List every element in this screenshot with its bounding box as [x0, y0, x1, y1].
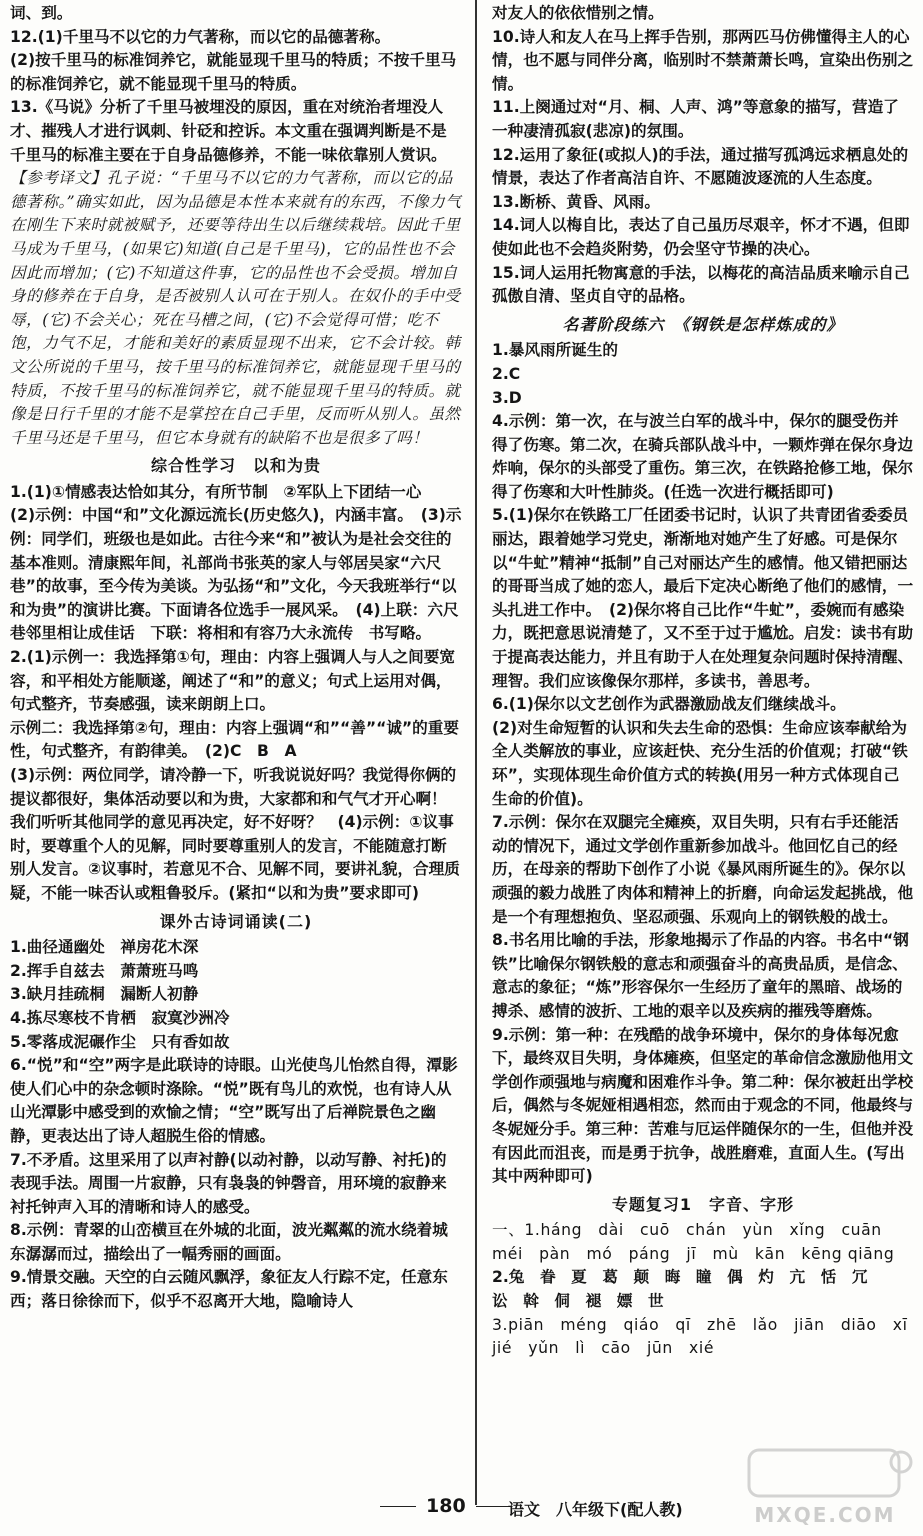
answer-paragraph: 讼 斡 侗 褪 嫖 世	[492, 1292, 664, 1311]
answer-paragraph: 13.《马说》分析了千里马被埋没的原因，重在对统治者埋没人才、摧残人才进行讽刺、针砭和控诉。本文重在强调判断是不是千里马的标准主要在于自身品德修养，不能一味依靠别人赏识。	[10, 98, 447, 164]
answer-paragraph: 6.(1)保尔以文艺创作为武器激励战友们继续战斗。	[492, 695, 846, 714]
answer-paragraph: 8.书名用比喻的手法，形象地揭示了作品的内容。书名中“钢铁”比喻保尔钢铁般的意志和顽强奋斗的高贵品质，是信念、意志的象征；“炼”形容保尔一生经历了童年的黑暗、战场的搏杀、感情的波折、工地的艰辛以及疾病的摧残等磨炼。	[492, 931, 909, 1020]
answer-paragraph: 9.情景交融。天空的白云随风飘浮，象征友人行踪不定，任意东西；落日徐徐而下，似乎不忍离开大地，隐喻诗人	[10, 1268, 448, 1311]
translation-paragraph: 【参考译文】孔子说：“千里马不以它的力气著称，而以它的品德著称。”确实如此，因为品德是本性本来就有的东西，不像力气在刚生下来时就被赋予，还要等待出生以后继续栽培。因此千里马成为千里马，(如果它)知道(自己是千里马)，它的品性也不会因此而增加；(它)不知道这件事，它的品性也不会受损。增加自身的修养在于自身，是否被别人认可在于别人。在奴仆的手中受辱，(它)不会关心；死在马槽之间，(它)不会觉得可惜；吃不饱，力气不足，才能和美好的素质显现不出来，它不会计较。韩文公所说的千里马，按千里马的标准饲养它，就能显现千里马的特质，不按千里马的标准饲养它，就不能显现千里马的特质。就像是日行千里的才能不是掌控在自己手里，反而听从别人。虽然千里马还是千里马，但它本身就有的缺陷不也是很多了吗！	[10, 169, 462, 447]
answer-paragraph: (3)示例：两位同学，请冷静一下，听我说说好吗？我觉得你俩的提议都很好，集体活动要以和为贵，大家都和和气气才开心啊！我们听听其他同学的意见再决定，好不好呀？ (4)示例：①议事时，要尊重个人的见解，同时要尊重别人的发言，不能随意打断别人发言。②议事时，若意见不合、见解不同，要讲礼貌，合理质疑，不能一味否认或粗鲁驳斥。(紧扣“以和为贵”要求即可)	[10, 766, 460, 902]
pinyin-line: méi pàn mó páng jī mù kān kēng qiāng	[492, 1244, 895, 1263]
dash-right	[476, 1506, 512, 1508]
answer-paragraph: 词、到。	[10, 4, 73, 22]
page-number-value: 180	[426, 1495, 466, 1517]
answer-paragraph: 2.挥手自兹去 萧萧班马鸣	[10, 961, 199, 980]
answer-paragraph: 对友人的依依惜别之情。	[492, 4, 664, 22]
answer-paragraph: 15.词人运用托物寓意的手法，以梅花的高洁品质来喻示自己孤傲自清、坚贞自守的品格。	[492, 263, 910, 306]
watermark-logo	[745, 1442, 915, 1532]
section-heading: 课外古诗词诵读(二)	[159, 911, 313, 931]
answer-paragraph: 8.示例：青翠的山峦横亘在外城的北面，波光粼粼的流水绕着城东潺潺而过，描绘出了一幅秀丽的画面。	[10, 1221, 448, 1263]
answer-paragraph: 12.运用了象征(或拟人)的手法，通过描写孤鸿远求栖息处的情景，表达了作者高洁自许、不愿随波逐流的人生态度。	[492, 145, 909, 188]
pinyin-line: 一、1.háng dài cuō chán yùn xǐng cuān	[492, 1221, 882, 1240]
answer-paragraph: 3.D	[492, 388, 522, 407]
answer-paragraph: 11.上阕通过对“月、桐、人声、鸿”等意象的描写，营造了一种凄清孤寂(悲凉)的氛围。	[492, 98, 899, 140]
answer-paragraph: 7.示例：保尔在双腿完全瘫痪，双目失明，只有右手还能活动的情况下，通过文学创作重新参加战斗。他回忆自己的经历，在母亲的帮助下创作了小说《暴风雨所诞生的》。保尔以顽强的毅力战胜了肉体和精神上的折磨，向命运发起挑战，他是一个有理想抱负、坚忍顽强、乐观向上的钢铁般的战士。	[492, 813, 914, 926]
answer-paragraph: 示例二：我选择第②句，理由：内容上强调“和”“善”“诚”的重要性，句式整齐，有韵律美。 (2)C B A	[10, 718, 459, 761]
answer-paragraph: 14.词人以梅自比，表达了自己虽历尽艰辛，怀才不遇，但即使如此也不会趋炎附势，仍会坚守节操的决心。	[492, 216, 910, 258]
answer-paragraph: (2)按千里马的标准饲养它，就能显现千里马的特质；不按千里马的标准饲养它，就不能显现千里马的特质。	[10, 51, 457, 93]
answer-paragraph: 4.示例：第一次，在与波兰白军的战斗中，保尔的腿受伤并得了伤寒。第二次，在骑兵部队战斗中，一颗炸弹在保尔身边炸响，保尔的头部受了重伤。第三次，在铁路抢修工地，保尔得了伤寒和大叶性肺炎。(任选一次进行概括即可)	[492, 412, 914, 501]
answer-paragraph: (2)对生命短暂的认识和失去生命的恐惧：生命应该奉献给为全人类解放的事业，应该赶快、充分生活的价值观；打破“铁环”，实现体现生命价值方式的转换(用另一种方式体现自己生命的价值)。	[492, 718, 908, 808]
section-heading: 专题复习1 字音、字形	[611, 1194, 795, 1214]
answer-paragraph: 1.(1)①情感表达恰如其分，有所节制 ②军队上下团结一心 (2)示例：中国“和”文化源远流长(历史悠久)，内涵丰富。 (3)示例：同学们，班级也是如此。古往今来“和”被认为是社会交往的基本准则。清康熙年间，礼部尚书张英的家人与邻居吴家“六尺巷”的故事，至今传为美谈。为弘扬“和”文化，今天我班举行“以和为贵”的演讲比赛。下面请各位选手一展风采。 (4)上联：六尺巷邻里相让成佳话 下联：将相和有容乃大永流传 书写略。	[10, 482, 462, 643]
dash-left	[380, 1506, 416, 1508]
answer-paragraph: 1.暴风雨所诞生的	[492, 341, 618, 360]
answer-paragraph: 5.(1)保尔在铁路工厂任团委书记时，认识了共青团省委委员丽达，跟着她学习党史，渐渐地对她产生了好感。可是保尔以“牛虻”精神“抵制”自己对丽达产生的感情。他又错把丽达的哥哥当成了她的恋人，最后下定决心断绝了他们的感情，一头扎进工作中。 (2)保尔将自己比作“牛虻”，委婉而有感染力，既把意思说清楚了，又不至于过于尴尬。启发：读书有助于提高表达能力，并且有助于人在处理复杂问题时保持清醒、理智。我们应该像保尔那样，多读书，善思考。	[492, 506, 914, 690]
answer-paragraph: 12.(1)千里马不以它的力气著称，而以它的品德著称。	[10, 27, 391, 46]
column-divider	[475, 0, 477, 1505]
book-info: 语文 八年级下(配人教)	[508, 1500, 683, 1519]
answer-paragraph: 2.兔 眷 夏 葛 颠 晦 瞳 偶 灼 亢 恬 冗	[492, 1268, 868, 1287]
right-column	[492, 2, 914, 1361]
answer-paragraph: 13.断桥、黄昏、风雨。	[492, 192, 660, 211]
section-heading: 综合性学习 以和为贵	[150, 456, 321, 476]
answer-paragraph: 4.拣尽寒枝不肯栖 寂寞沙洲冷	[10, 1008, 230, 1027]
answer-paragraph: 2.C	[492, 364, 521, 383]
answer-paragraph: 1.曲径通幽处 禅房花木深	[10, 938, 199, 957]
answer-paragraph: 7.不矛盾。这里采用了以声衬静(以动衬静，以动写静、衬托)的表现手法。周围一片寂静，只有袅袅的钟磬音，用环境的寂静来衬托钟声入耳的清晰和诗人的感受。	[10, 1150, 447, 1216]
answer-paragraph: 10.诗人和友人在马上挥手告别，那两匹马仿佛懂得主人的心情，也不愿与同伴分离，临别时不禁萧萧长鸣，宣染出伤别之情。	[492, 27, 914, 93]
pinyin-line: 3.piān méng qiáo qī zhē lǎo jiān diāo xī	[492, 1315, 908, 1334]
answer-paragraph: 9.示例：第一种：在残酷的战争环境中，保尔的身体每况愈下，最终双目失明，身体瘫痪，但坚定的革命信念激励他用文学创作顽强地与病魔和困难作斗争。第二种：保尔被赶出学校后，偶然与冬妮娅相遇相恋，然而由于观念的不同，他最终与冬妮娅分手。第三种：苦难与厄运伴随保尔的一生，但他并没有因此而沮丧，而是勇于抗争，战胜磨难，直面人生。(写出其中两种即可)	[492, 1025, 914, 1186]
pinyin-line: jié yǔn lì cāo jūn xié	[492, 1339, 715, 1358]
svg-text:MXQE.COM: MXQE.COM	[754, 1503, 896, 1527]
left-column	[10, 2, 462, 1314]
answer-paragraph: 6.“悦”和“空”两字是此联诗的诗眼。山光使鸟儿怡然自得，潭影使人们心中的杂念顿时涤除。“悦”既有鸟儿的欢悦，也有诗人从山光潭影中感受到的欢愉之情；“空”既写出了后禅院景色之幽静，更表达出了诗人超脱生俗的情感。	[10, 1056, 458, 1145]
section-heading: 名著阶段练六 《钢铁是怎样炼成的》	[562, 314, 844, 334]
answer-paragraph: 5.零落成泥碾作尘 只有香如故	[10, 1032, 230, 1051]
page-number	[370, 1495, 522, 1517]
answer-paragraph: 3.缺月挂疏桐 漏断人初静	[10, 985, 199, 1004]
answer-paragraph: 2.(1)示例一：我选择第①句，理由：内容上强调人与人之间要宽容，和平相处方能顺遂，阐述了“和”的意义；句式上运用对偶，句式整齐，节奏感强，读来朗朗上口。	[10, 648, 455, 714]
